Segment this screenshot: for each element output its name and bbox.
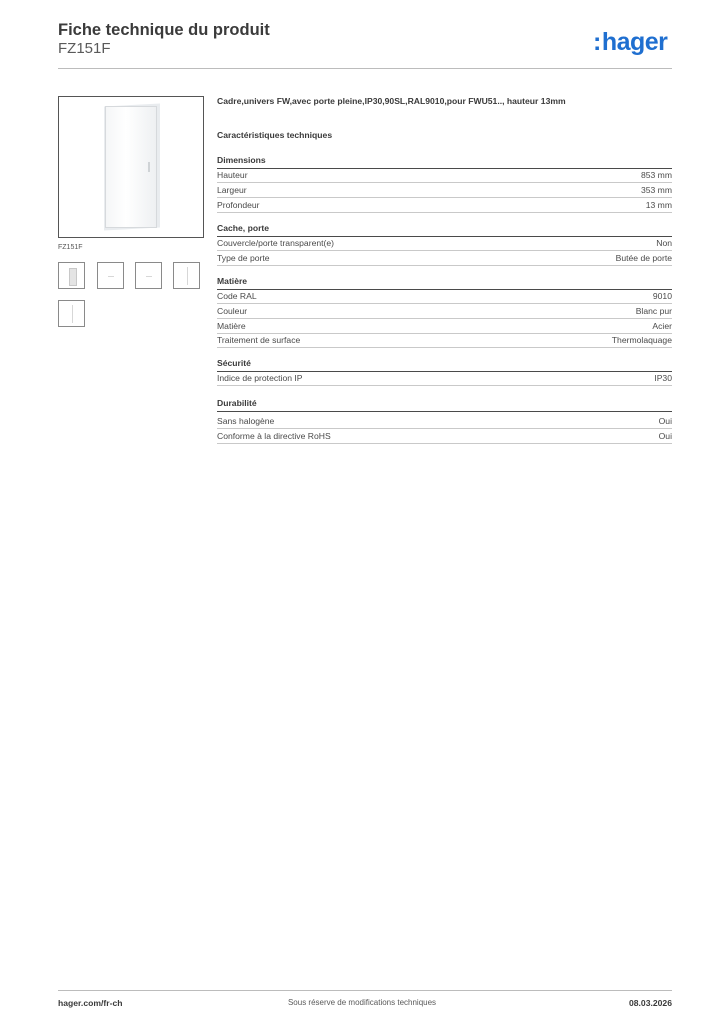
spec-value: Oui [658, 416, 672, 426]
spec-row [217, 371, 672, 386]
dimension-drawing-icon [108, 276, 114, 277]
spec-value: 353 mm [640, 185, 672, 195]
spec-value: 853 mm [640, 170, 672, 180]
hager-logo [593, 28, 667, 56]
thumbnail-1[interactable] [58, 262, 85, 289]
logo-text: hager [601, 28, 668, 56]
header-divider [58, 68, 672, 69]
spec-row [217, 333, 672, 348]
footer-date: 08.03.2026 [628, 998, 672, 1008]
thumbnail-5[interactable] [58, 300, 85, 327]
spec-value: Blanc pur [635, 306, 672, 316]
spec-row [217, 289, 672, 304]
spec-label: Largeur [217, 185, 247, 195]
spec-label: Code RAL [217, 291, 257, 301]
spec-label: Conforme à la directive RoHS [217, 431, 331, 441]
spec-value: Thermolaquage [611, 335, 672, 345]
spec-label: Couleur [217, 306, 248, 316]
spec-row [217, 429, 672, 444]
spec-row [217, 319, 672, 334]
spec-group-title: Matière [217, 276, 672, 290]
technical-characteristics-heading: Caractéristiques techniques [217, 130, 333, 140]
spec-label: Profondeur [217, 200, 260, 210]
side-view-icon [72, 305, 73, 323]
thumbnail-3[interactable] [135, 262, 162, 289]
footer-disclaimer: Sous réserve de modifications techniques [287, 998, 437, 1007]
footer-divider [58, 990, 672, 991]
spec-label: Traitement de surface [217, 335, 301, 345]
spec-row [217, 183, 672, 198]
spec-group-title: Durabilité [217, 398, 672, 412]
spec-label: Sans halogène [217, 416, 275, 426]
spec-value: Acier [652, 321, 672, 331]
image-caption: FZ151F [58, 244, 83, 251]
product-code: FZ151F [58, 40, 111, 57]
spec-label: Matière [217, 321, 246, 331]
spec-group-title: Sécurité [217, 358, 672, 372]
spec-value: 9010 [652, 291, 672, 301]
spec-label: Indice de protection IP [217, 373, 303, 383]
spec-row [217, 236, 672, 251]
thumbnail-2[interactable] [97, 262, 124, 289]
spec-group-title: Cache, porte [217, 223, 672, 237]
spec-row [217, 198, 672, 213]
spec-row [217, 304, 672, 319]
footer-website-link[interactable]: hager.com/fr-ch [58, 998, 123, 1008]
spec-value: IP30 [654, 373, 672, 383]
door-thumb-icon [69, 268, 77, 286]
page-title: Fiche technique du produit [58, 21, 270, 39]
door-handle-icon [148, 162, 150, 172]
spec-group-title: Dimensions [217, 155, 672, 169]
spec-label: Hauteur [217, 170, 248, 180]
spec-label: Couvercle/porte transparent(e) [217, 238, 335, 248]
spec-label: Type de porte [217, 253, 270, 263]
spec-value: Butée de porte [615, 253, 672, 263]
door-panel-icon [105, 106, 157, 228]
dimension-drawing-icon [146, 276, 152, 277]
spec-row [217, 251, 672, 266]
spec-value: Oui [658, 431, 672, 441]
logo-colon-icon: : [593, 28, 601, 56]
spec-value: Non [656, 238, 672, 248]
product-description: Cadre,univers FW,avec porte pleine,IP30,90SL,RAL9010,pour FWU51.., hauteur 13mm [217, 96, 566, 106]
side-view-icon [187, 267, 188, 285]
spec-value: 13 mm [645, 200, 672, 210]
spec-row [217, 414, 672, 429]
thumbnail-4[interactable] [173, 262, 200, 289]
spec-row [217, 168, 672, 183]
product-image[interactable] [58, 96, 204, 238]
